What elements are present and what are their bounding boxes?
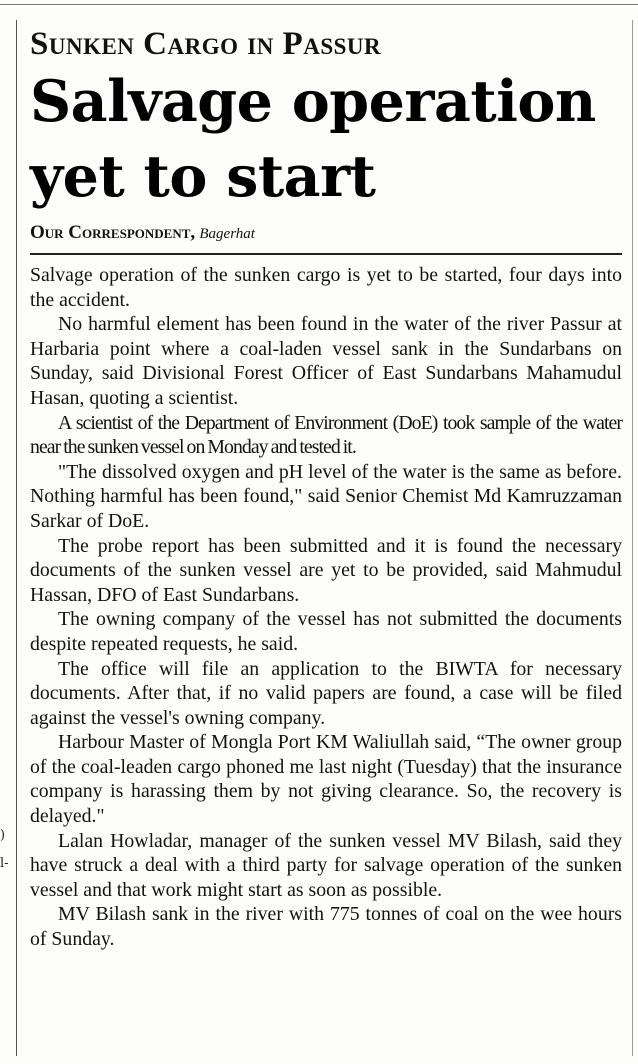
byline-divider bbox=[30, 253, 622, 255]
paragraph: Salvage operation of the sunken cargo is yet to be started, four days into the accident. bbox=[30, 264, 622, 311]
paragraph: MV Bilash sank in the river with 775 tonnes of coal on the wee hours of Sunday. bbox=[30, 903, 622, 951]
byline-author: Our Correspondent, bbox=[30, 222, 196, 243]
paragraph: A scientist of the Department of Environment (DoE) took sample of the water near the sunken vessel on Monday and tested it. bbox=[30, 411, 622, 459]
paragraph: Harbour Master of Mongla Port KM Waliullah said, “The owner group of the coal-leaden cargo phoned me last night (Tuesday) that the insurance company is harassing them by not giving clearance. So, the recovery is delayed." bbox=[30, 731, 622, 828]
paragraph: The owning company of the vessel has not submitted the documents despite repeated requests, he said. bbox=[30, 608, 622, 655]
article-body bbox=[30, 263, 622, 952]
paragraph: "The dissolved oxygen and pH level of the water is the same as before. Nothing harmful has been found," said Senior Chemist Md Kamruzzaman Sarkar of DoE. bbox=[30, 460, 622, 532]
paragraph: The office will file an application to the BIWTA for necessary documents. After that, if no valid papers are found, a case will be filed against the vessel's owning company. bbox=[30, 657, 622, 729]
column-rule-right bbox=[632, 20, 633, 1056]
margin-fragment: l- bbox=[0, 856, 9, 871]
byline bbox=[30, 222, 622, 245]
paragraph: The probe report has been submitted and it is found the necessary documents of the sunken vessel are yet to be provided, said Mahmudul Hassan, DFO of East Sundarbans. bbox=[30, 534, 622, 606]
top-rule bbox=[0, 4, 638, 5]
news-article bbox=[30, 24, 622, 952]
byline-location: Bagerhat bbox=[199, 226, 255, 242]
article-kicker: Sunken Cargo in Passur bbox=[30, 26, 382, 62]
article-headline: Salvage operation yet to start bbox=[30, 68, 596, 210]
column-rule-left bbox=[16, 20, 17, 1056]
margin-fragment: ) bbox=[0, 828, 6, 843]
paragraph: No harmful element has been found in the water of the river Passur at Harbaria point where a coal-laden vessel sank in the Sundarbans on Sunday, said Divisional Forest Officer of East Sundarbans Mahamudul Hasan, quoting a scientist. bbox=[30, 313, 622, 409]
paragraph: Lalan Howladar, manager of the sunken vessel MV Bilash, said they have struck a deal with a third party for salvage operation of the sunken vessel and that work might start as soon as possible. bbox=[30, 829, 622, 901]
